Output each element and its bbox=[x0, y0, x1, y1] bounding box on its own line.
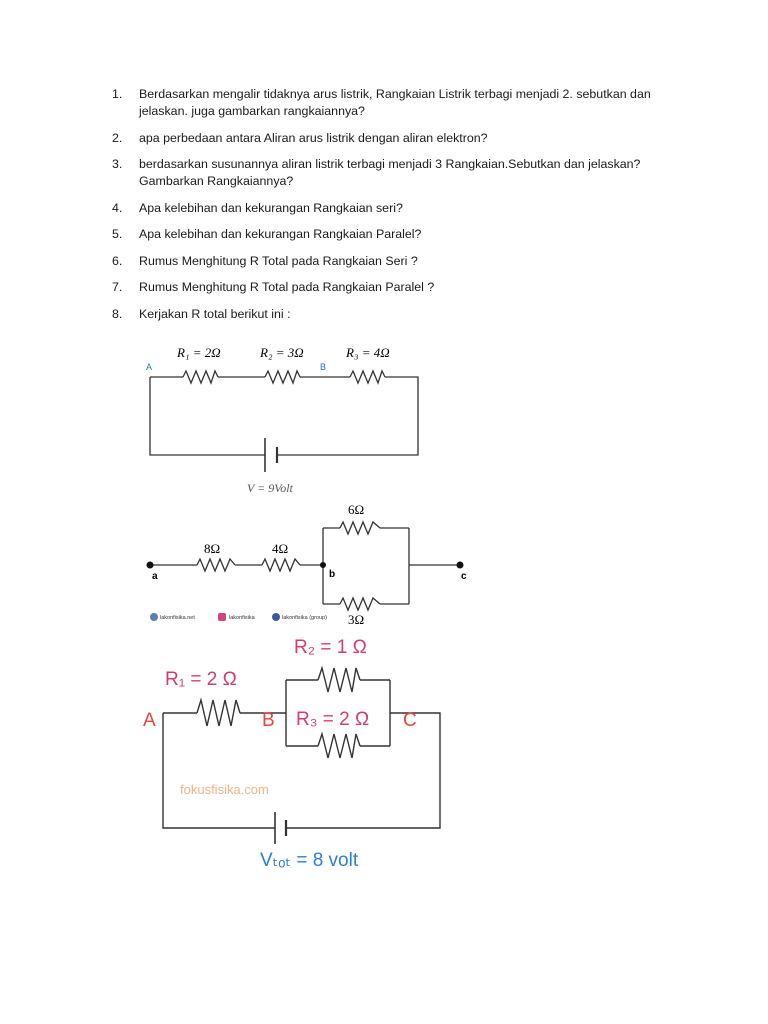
credit-ig: lakonfisika bbox=[229, 615, 255, 621]
resistor-r2 bbox=[318, 668, 360, 692]
credit-fb: lakonfisika (group) bbox=[282, 615, 327, 621]
node-a-label: a bbox=[152, 571, 158, 582]
node-b-label: b bbox=[329, 569, 336, 580]
label-6ohm: 6Ω bbox=[348, 502, 365, 517]
node-c-label: C bbox=[403, 710, 417, 731]
node-b-label: B bbox=[320, 362, 327, 372]
question-item: 4. Apa kelebihan dan kekurangan Rangkaian seri? bbox=[112, 200, 403, 215]
credit-web: lakonfisika.net bbox=[160, 615, 195, 621]
label-r3: R₃ = 2 Ω bbox=[296, 709, 370, 730]
label-8ohm: 8Ω bbox=[204, 541, 221, 556]
question-item: 6. Rumus Menghitung R Total pada Rangkaian Seri ? bbox=[112, 253, 418, 268]
node-b-label: B bbox=[262, 710, 275, 731]
watermark: fokusfisika.com bbox=[180, 782, 269, 797]
question-item: 5. Apa kelebihan dan kekurangan Rangkaian Paralel? bbox=[112, 227, 422, 241]
label-r2: R₂ = 3Ω bbox=[260, 345, 304, 360]
voltage-label: Vₜₒₜ = 8 volt bbox=[260, 850, 359, 871]
label-r1: R₁ = 2 Ω bbox=[165, 669, 237, 690]
resistor-r1 bbox=[197, 700, 240, 726]
label-r3: R₃ = 4Ω bbox=[346, 345, 390, 360]
resistor-r3 bbox=[318, 734, 360, 758]
label-4ohm: 4Ω bbox=[272, 541, 289, 556]
label-3ohm: 3Ω bbox=[348, 612, 365, 627]
node-a-label: A bbox=[143, 710, 156, 731]
wire bbox=[163, 680, 440, 828]
question-item: 3. berdasarkan susunannya aliran listrik terbagi menjadi 3 Rangkaian.Sebutkan dan jelaskan? Gambarkan Rangkaiannya? bbox=[112, 157, 641, 188]
voltage-label: V = 9Volt bbox=[247, 481, 293, 495]
question-item: 7. Rumus Menghitung R Total pada Rangkaian Paralel ? bbox=[112, 280, 435, 294]
question-item: 8. Kerjakan R total berikut ini : bbox=[112, 306, 291, 321]
question-item: 1. Berdasarkan mengalir tidaknya arus listrik, Rangkaian Listrik terbagi menjadi 2. sebutkan dan jelaskan. juga gambarkan rangkaiannya? bbox=[112, 87, 651, 118]
label-r2: R₂ = 1 Ω bbox=[294, 637, 367, 658]
label-r1: R₁ = 2Ω bbox=[177, 345, 221, 360]
node-c-label: c bbox=[461, 571, 467, 582]
question-item: 2. apa perbedaan antara Aliran arus listrik dengan aliran elektron? bbox=[112, 130, 488, 145]
node-a-label: A bbox=[146, 362, 153, 372]
